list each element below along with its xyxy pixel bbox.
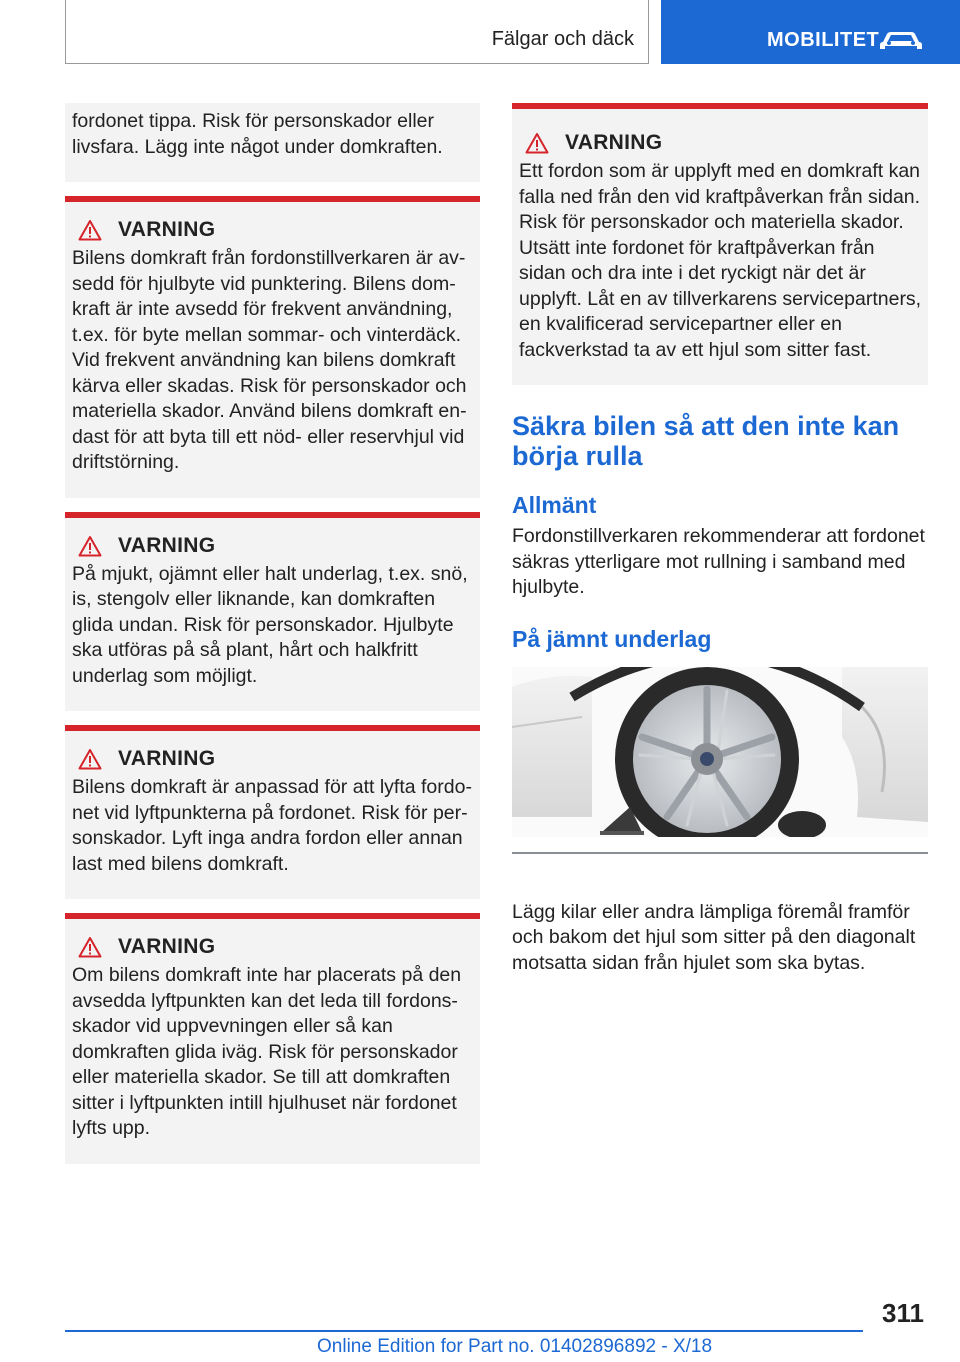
warning-title xyxy=(72,931,474,963)
warning-continuation-box xyxy=(65,103,480,182)
warning-title xyxy=(72,530,474,562)
warning-title xyxy=(519,127,922,159)
wheel-photo xyxy=(512,667,928,852)
warning-continuation-text: fordonet tippa. Risk för personskador eller livsfara. Lägg inte något under domkraften. xyxy=(72,110,443,158)
page-number: 311 xyxy=(882,1298,924,1328)
warning-title-label: VARNING xyxy=(118,533,216,557)
chapter-tab[interactable] xyxy=(661,0,960,64)
chapter-tab-label: MOBILITET xyxy=(767,29,880,51)
edition-text: Online Edition for Part no. 01402896892 - X/18 xyxy=(317,1336,713,1357)
section-heading: Säkra bilen så att den inte kan börja rulla xyxy=(512,411,900,471)
subheading-general: Allmänt xyxy=(512,492,597,518)
warning-triangle-icon xyxy=(78,748,102,770)
warning-triangle-icon xyxy=(78,936,102,958)
warning-box xyxy=(65,512,480,712)
left-column xyxy=(65,103,480,1164)
warning-text: Bilens domkraft är anpassad för att lyfta fordonet vid lyftpunkterna på fordonet. Risk för personskador. Lyft inga andra fordon eller annan last med bilens domkraft. xyxy=(72,776,472,875)
warning-text: Ett fordon som är upplyft med en domkraft kan falla ned från den vid kraftpåverkan från sidan. Risk för personskador och materiella skador. Utsätt inte fordonet för kraftpåverkan från sidan och dra inte i det ryckigt när det är upplyft. Låt en av tillverkarens servicepartners, en kvalificerad servicepartner eller en fackverkstad ta av ett hjul som sitter fast. xyxy=(519,160,922,361)
warning-triangle-icon xyxy=(78,219,102,241)
warning-title xyxy=(72,214,474,246)
warning-box xyxy=(65,196,480,498)
warning-text: Om bilens domkraft inte har placerats på den avsedda lyftpunkten kan det leda till fordonsskador vid uppvevningen eller så kan domkraften glida iväg. Risk för personskador eller materiella skador. Se till att domkraften sitter i lyftpunkten intill hjulhuset när fordonet lyfts upp. xyxy=(72,964,462,1139)
warning-triangle-icon xyxy=(525,132,549,154)
warning-text: Bilens domkraft från fordonstillverkaren är avsedd för hjulbyte vid punktering. Bilens domkraft är inte avsedd för frekvent användning, t.ex. för byte mellan sommar- och vinterdäck. Vid frekvent användning kan bilens domkraft kärva eller skadas. Risk för personskador och materiella skador. Använd bilens domkraft endast för att byta till ett nöd- eller reservhjul vid driftstörning. xyxy=(72,247,467,473)
footer-divider xyxy=(65,1330,863,1332)
chock-caption: Lägg kilar eller andra lämpliga föremål framför och bakom det hjul som sitter på den diagonalt motsatta sidan från hjulet som ska bytas. xyxy=(512,900,916,974)
warning-box xyxy=(512,103,928,385)
warning-title-label: VARNING xyxy=(118,218,216,241)
warning-title-label: VARNING xyxy=(118,935,216,958)
section-title: Fälgar och däck xyxy=(491,28,634,50)
warning-title-label: VARNING xyxy=(565,131,663,154)
header-section-box xyxy=(65,0,649,64)
subheading-level-ground: På jämnt underlag xyxy=(512,625,712,652)
warning-box xyxy=(65,725,480,899)
right-column xyxy=(512,103,928,976)
wheel-chock-illustration xyxy=(512,667,928,854)
general-text: Fordonstillverkaren rekommenderar att fordonet säkras ytterligare mot rullning i samband med hjulbyte. xyxy=(512,525,925,598)
warning-text: På mjukt, ojämnt eller halt underlag, t.ex. snö, is, stengolv eller liknande, kan domkraften glida undan. Risk för personskador. Hjulbyte ska utföras på så plant, hårt och halkfritt underlag som möjligt. xyxy=(72,562,468,687)
warning-box xyxy=(65,913,480,1164)
warning-title xyxy=(72,743,474,775)
warning-triangle-icon xyxy=(78,535,102,557)
car-icon xyxy=(877,28,925,52)
warning-title-label: VARNING xyxy=(118,747,216,770)
